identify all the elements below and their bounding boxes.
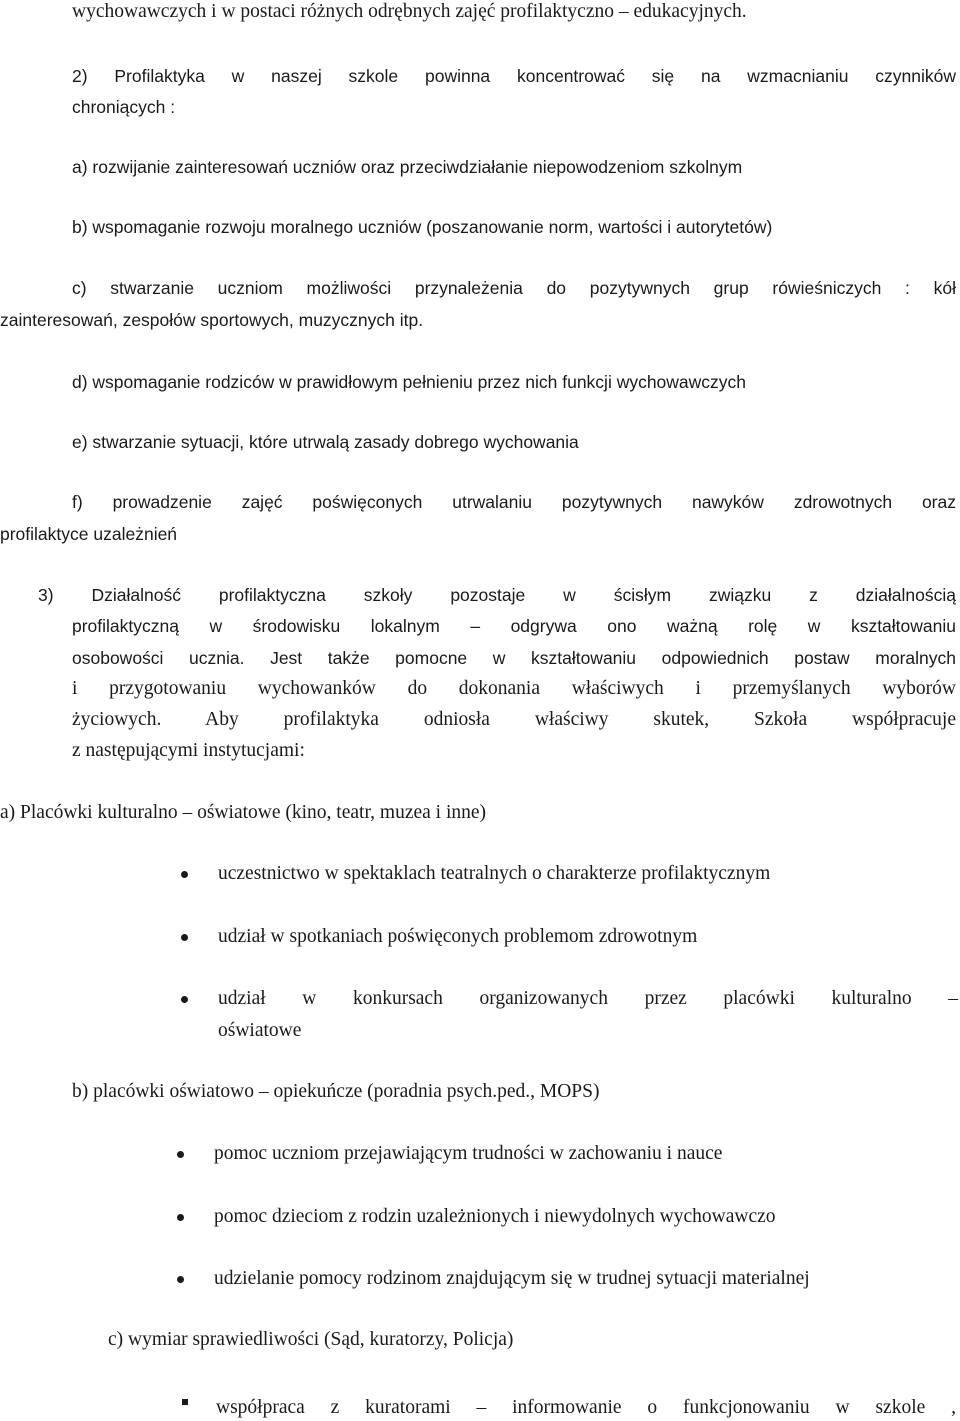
list-item: udział w spotkaniach poświęconych problemom zdrowotnym <box>218 926 698 947</box>
text-line: chroniących : <box>72 97 176 117</box>
bullet-icon <box>181 996 188 1003</box>
list-item: uczestnictwo w spektaklach teatralnych o charakterze profilaktycznym <box>218 863 771 884</box>
section-heading: b) placówki oświatowo – opiekuńcze (poradnia psych.ped., MOPS) <box>72 1081 600 1102</box>
text-line: i przygotowaniu wychowanków do dokonania właściwych i przemyślanych wyborów <box>72 678 956 699</box>
list-item: współpraca z kuratorami – informowanie o funkcjonowaniu w szkole , <box>216 1397 956 1418</box>
list-item: udzielanie pomocy rodzinom znajdującym się w trudnej sytuacji materialnej <box>214 1268 810 1289</box>
bullet-icon <box>181 934 188 941</box>
bullet-icon <box>177 1214 184 1221</box>
bullet-icon <box>177 1276 184 1283</box>
text-line: osobowości ucznia. Jest także pomocne w kształtowaniu odpowiednich postaw moralnych <box>72 648 956 668</box>
text-line: e) stwarzanie sytuacji, które utrwalą zasady dobrego wychowania <box>72 432 579 452</box>
text-line: 2) Profilaktyka w naszej szkole powinna koncentrować się na wzmacnianiu czynników <box>72 66 956 86</box>
text-line: d) wspomaganie rodziców w prawidłowym pełnieniu przez nich funkcji wychowawczych <box>72 372 747 392</box>
text-line: profilaktyce uzależnień <box>0 524 178 544</box>
section-heading: a) Placówki kulturalno – oświatowe (kino, teatr, muzea i inne) <box>0 802 487 823</box>
list-item: udział w konkursach organizowanych przez placówki kulturalno – <box>218 988 958 1009</box>
list-item: pomoc uczniom przejawiającym trudności w zachowaniu i nauce <box>214 1143 723 1164</box>
square-bullet-icon <box>182 1399 188 1405</box>
text-line: a) rozwijanie zainteresowań uczniów oraz przeciwdziałanie niepowodzeniom szkolnym <box>72 157 743 177</box>
text-line: z następującymi instytucjami: <box>72 740 305 761</box>
text-line: f) prowadzenie zajęć poświęconych utrwalaniu pozytywnych nawyków zdrowotnych oraz <box>72 492 956 512</box>
text-line: profilaktyczną w środowisku lokalnym – odgrywa ono ważną rolę w kształtowaniu <box>72 616 956 636</box>
section-heading: c) wymiar sprawiedliwości (Sąd, kuratorzy, Policja) <box>108 1329 514 1350</box>
list-item-continuation: oświatowe <box>218 1020 302 1041</box>
list-item: pomoc dzieciom z rodzin uzależnionych i niewydolnych wychowawczo <box>214 1206 776 1227</box>
bullet-icon <box>181 871 188 878</box>
text-line: 3) Działalność profilaktyczna szkoły pozostaje w ścisłym związku z działalnością <box>38 585 956 605</box>
text-line: zainteresowań, zespołów sportowych, muzycznych itp. <box>0 310 424 330</box>
text-line: b) wspomaganie rozwoju moralnego uczniów (poszanowanie norm, wartości i autorytetów) <box>72 217 773 237</box>
text-line: wychowawczych i w postaci różnych odrębnych zajęć profilaktyczno – edukacyjnych. <box>72 1 747 22</box>
bullet-icon <box>177 1151 184 1158</box>
text-line: życiowych. Aby profilaktyka odniosła właściwy skutek, Szkoła współpracuje <box>72 709 956 730</box>
text-line: c) stwarzanie uczniom możliwości przynależenia do pozytywnych grup rówieśniczych : kół <box>72 278 956 298</box>
